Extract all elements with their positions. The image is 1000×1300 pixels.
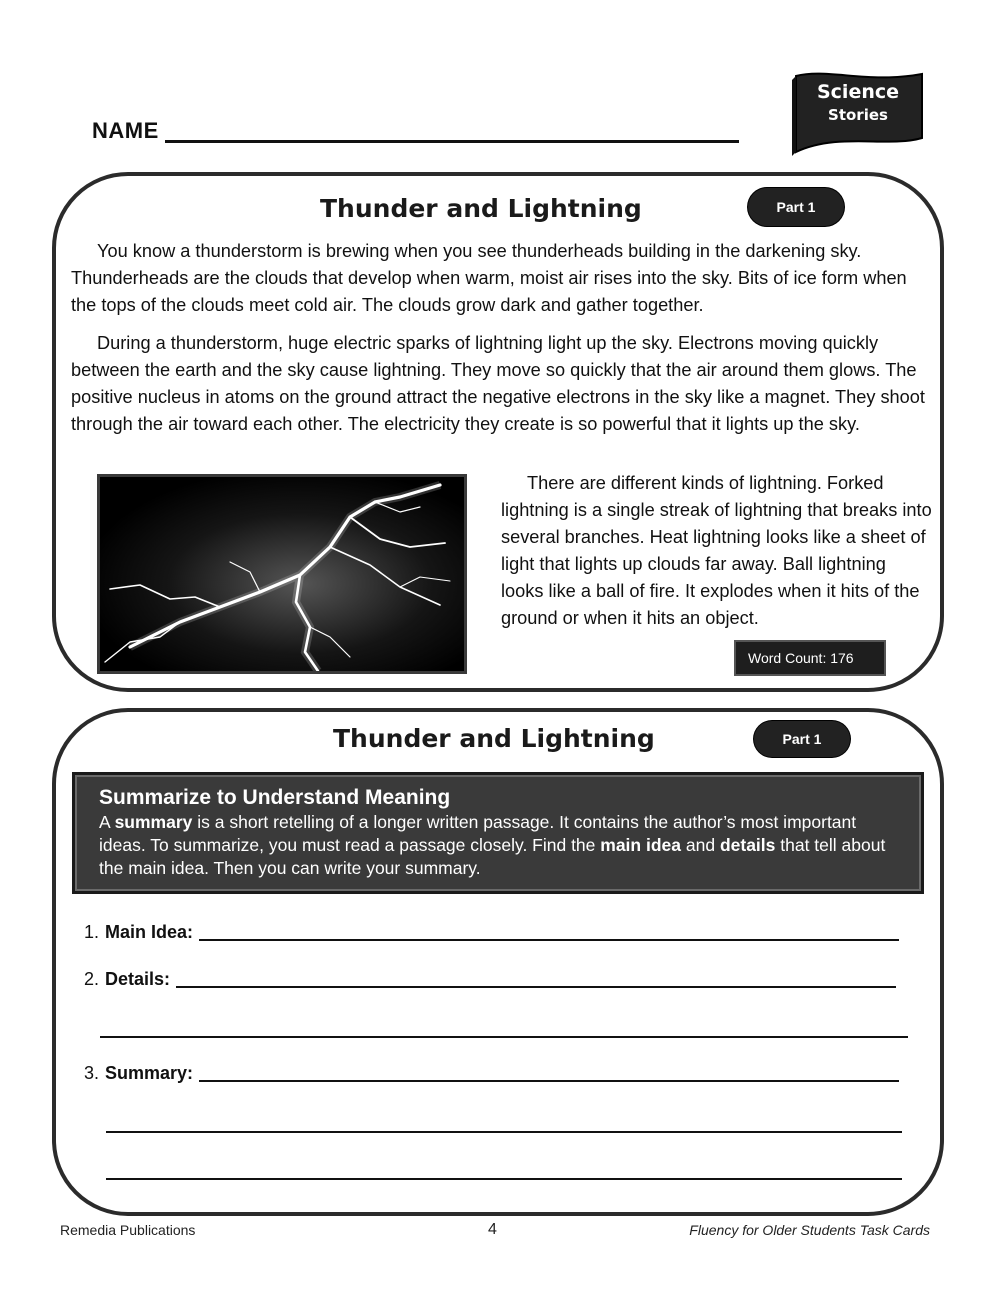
details-answer-line-2[interactable] (100, 1036, 908, 1038)
banner-title: Science (816, 81, 900, 103)
question-label: Main Idea: (105, 922, 194, 942)
summary-answer-line-2[interactable] (106, 1131, 902, 1133)
passage-paragraph-1: You know a thunderstorm is brewing when you see thunderheads building in the darkening sky. Thunderheads are the clouds that develop when warm, moist air rises into the sky. Bits of ice form when the tops of the clouds meet cold air. The clouds grow dark and gather together. (71, 241, 907, 315)
activity-part-badge: Part 1 (754, 721, 850, 757)
question-number: 2. (84, 969, 100, 989)
summarize-instruction-box (72, 772, 924, 894)
reading-card-title: Thunder and Lightning (320, 194, 642, 223)
name-label: NAME (92, 118, 159, 143)
main-idea-answer-line[interactable] (199, 939, 899, 941)
footer-publisher: Remedia Publications (60, 1222, 196, 1238)
summarize-title: Summarize to Understand Meaning (99, 786, 451, 809)
question-details (84, 969, 896, 990)
question-number: 1. (84, 922, 100, 942)
question-label: Summary: (105, 1063, 194, 1083)
question-summary (84, 1063, 899, 1084)
activity-card-title: Thunder and Lightning (333, 724, 655, 753)
summarize-description: A summary is a short retelling of a longer written passage. It contains the author’s most important ideas. To summarize, you must read a passage closely. Find the main idea and details that tell about the main idea. Then you can write your summary. (99, 812, 886, 878)
question-main-idea (84, 922, 899, 943)
footer-page-number: 4 (488, 1221, 497, 1238)
name-write-line (165, 140, 739, 143)
footer-series-title: Fluency for Older Students Task Cards (689, 1222, 930, 1238)
science-stories-banner (788, 68, 928, 160)
passage-paragraph-3: There are different kinds of lightning. Forked lightning is a single streak of lightning that breaks into several branches. Heat lightning looks like a sheet of light that lights up clouds far away. Ball lightning looks like a ball of fire. It explodes when it hits of the ground or when it hits an object. (501, 473, 932, 628)
question-number: 3. (84, 1063, 100, 1083)
passage-paragraph-2: During a thunderstorm, huge electric sparks of lightning light up the sky. Electrons moving quickly between the earth and the sky cause lightning. They move so quickly that the air around them glows. The positive nucleus in atoms on the ground attract the negative electrons in the sky like a magnet. They shoot through the air toward each other. The electricity they create is so powerful that it lights up the sky. (71, 333, 925, 434)
name-field-row (92, 118, 739, 144)
details-answer-line[interactable] (176, 986, 896, 988)
banner-subtitle: Stories (828, 106, 888, 124)
summary-answer-line[interactable] (199, 1080, 899, 1082)
reading-part-badge: Part 1 (748, 188, 844, 226)
summary-answer-line-3[interactable] (106, 1178, 902, 1180)
word-count-badge: Word Count: 176 (734, 640, 886, 676)
lightning-photo (97, 474, 467, 674)
question-label: Details: (105, 969, 171, 989)
